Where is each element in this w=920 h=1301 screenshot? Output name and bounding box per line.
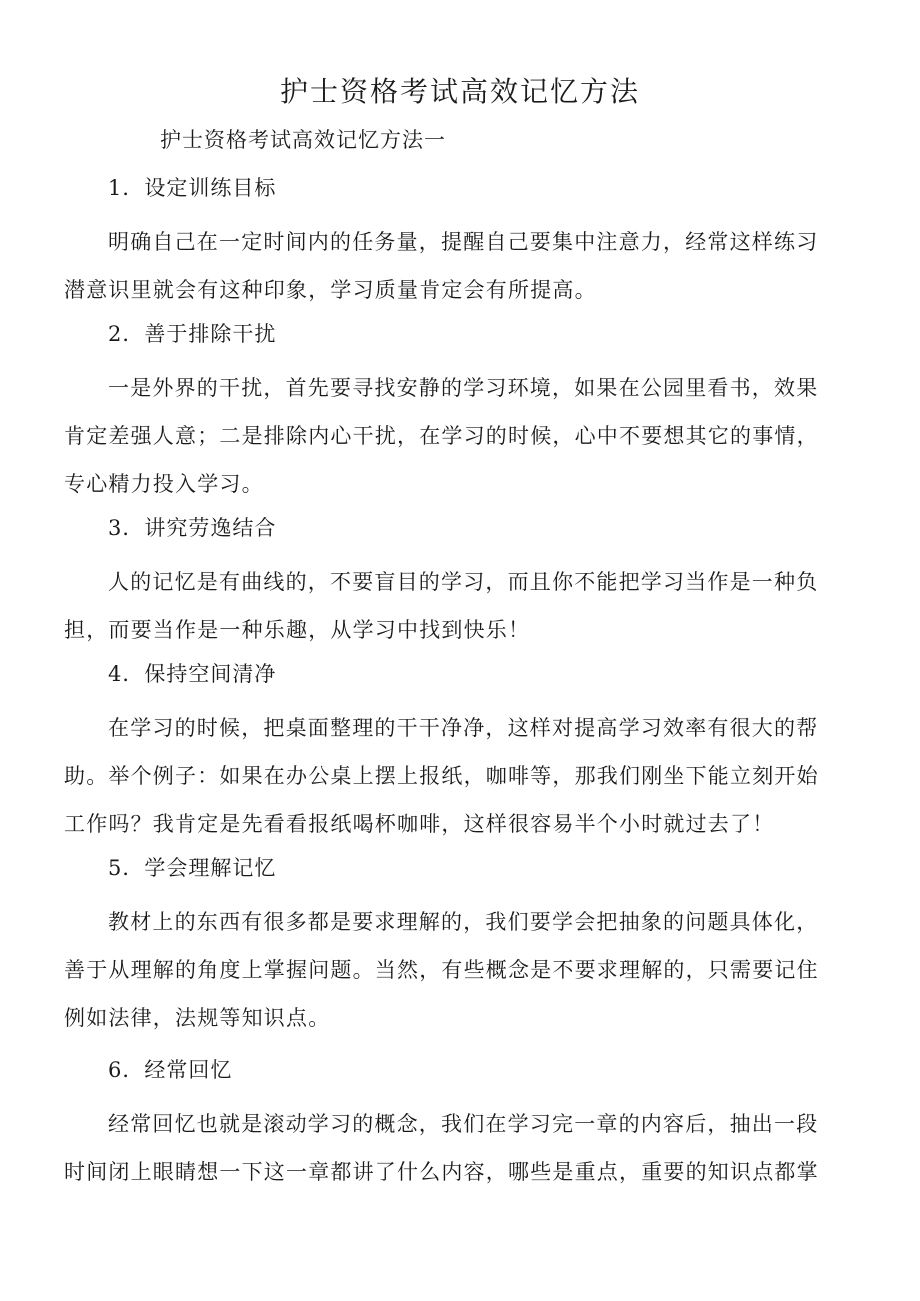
section-paragraph-2 (64, 364, 856, 508)
paragraph-line: 肯定差强人意；二是排除内心干扰，在学习的时候，心中不要想其它的事情， (64, 424, 819, 448)
section-paragraph-6 (64, 1100, 856, 1196)
paragraph-line: 一是外界的干扰，首先要寻找安静的学习环境，如果在公园里看书，效果 (108, 376, 819, 400)
paragraph-line: 善于从理解的角度上掌握问题。当然，有些概念是不要求理解的，只需要记住 (64, 958, 819, 982)
document-subtitle: 护士资格考试高效记忆方法一 (160, 128, 446, 152)
paragraph-line: 时间闭上眼睛想一下这一章都讲了什么内容，哪些是重点，重要的知识点都掌 (64, 1160, 819, 1184)
section-paragraph-4 (64, 704, 856, 848)
paragraph-line: 助。举个例子：如果在办公桌上摆上报纸，咖啡等，那我们刚坐下能立刻开始 (64, 764, 819, 788)
section-heading-5: 5．学会理解记忆 (108, 856, 277, 880)
section-heading-3: 3．讲究劳逸结合 (108, 516, 277, 540)
document-body (64, 170, 856, 1198)
section-paragraph-3 (64, 558, 856, 654)
paragraph-line: 专心精力投入学习。 (64, 472, 264, 496)
section-heading-4: 4．保持空间清净 (108, 662, 277, 686)
section-heading-6: 6．经常回忆 (108, 1058, 233, 1082)
section-paragraph-1 (64, 218, 856, 314)
paragraph-line: 在学习的时候，把桌面整理的干干净净，这样对提高学习效率有很大的帮 (108, 716, 819, 740)
paragraph-line: 工作吗？我肯定是先看看报纸喝杯咖啡，这样很容易半个小时就过去了！ (64, 812, 775, 836)
paragraph-line: 明确自己在一定时间内的任务量，提醒自己要集中注意力，经常这样练习 (108, 230, 819, 254)
paragraph-line: 人的记忆是有曲线的，不要盲目的学习，而且你不能把学习当作是一种负 (108, 570, 819, 594)
paragraph-line: 教材上的东西有很多都是要求理解的，我们要学会把抽象的问题具体化， (108, 910, 819, 934)
section-heading-2: 2．善于排除干扰 (108, 322, 277, 346)
paragraph-line: 例如法律，法规等知识点。 (64, 1006, 331, 1030)
section-paragraph-5 (64, 898, 856, 1042)
paragraph-line: 潜意识里就会有这种印象，学习质量肯定会有所提高。 (64, 278, 597, 302)
paragraph-line: 经常回忆也就是滚动学习的概念，我们在学习完一章的内容后，抽出一段 (108, 1112, 819, 1136)
paragraph-line: 担，而要当作是一种乐趣，从学习中找到快乐！ (64, 618, 531, 642)
spacer (64, 1044, 856, 1052)
section-heading-1: 1．设定训练目标 (108, 176, 277, 200)
document-title: 护士资格考试高效记忆方法 (279, 75, 640, 108)
